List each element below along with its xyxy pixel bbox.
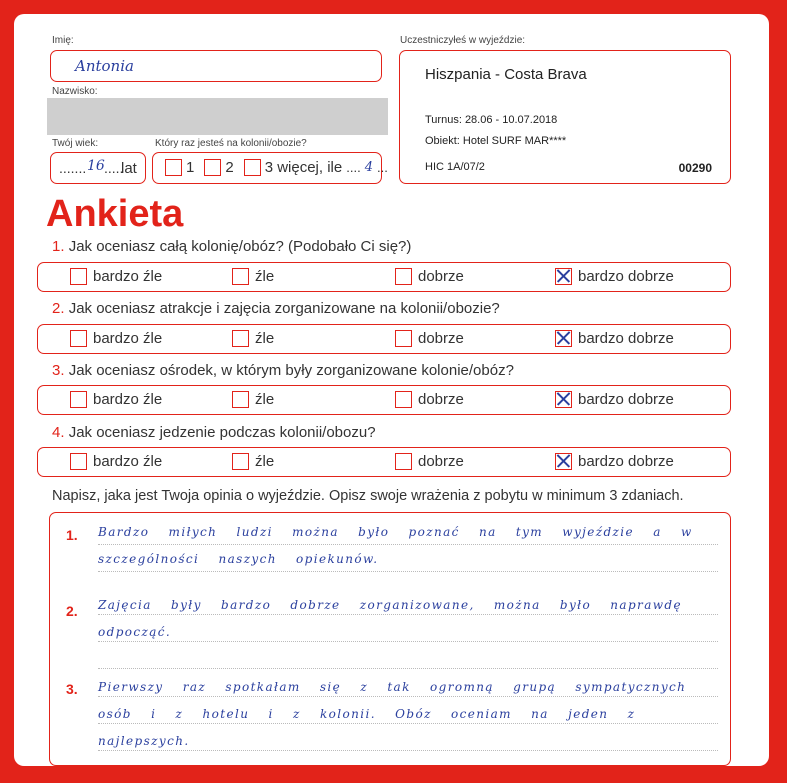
q1-checkbox-1[interactable] [70,268,87,285]
age-value: 16 [87,158,105,174]
q2-checkbox-4[interactable] [555,330,572,347]
trip-turnus: Turnus: 28.06 - 10.07.2018 [425,114,558,126]
q1-checkbox-2[interactable] [232,268,249,285]
q3-checkbox-2[interactable] [232,391,249,408]
answer-number-1: 1. [66,527,78,543]
question-4: 4. Jak oceniasz jedzenie podczas kolonii/obozu? [52,424,376,441]
option-label: dobrze [418,391,464,408]
q4-checkbox-3[interactable] [395,453,412,470]
camp-count-field: 1 2 3 więcej, ile .... 4 ... [152,152,382,184]
answer-row-2 [37,324,731,354]
camp-count-opt2: 2 [225,159,234,176]
last-name-redacted [47,98,388,135]
answer-text-2: Zajęcia były bardzo dobrze zorganizowane, można było naprawdę odpocząć. [98,598,683,639]
age-label: Twój wiek: [52,138,99,149]
option-label: źle [255,391,275,408]
first-name-field[interactable] [50,50,382,82]
option-label: bardzo dobrze [578,453,674,470]
option-label: bardzo źle [93,391,163,408]
opinion-prompt: Napisz, jaka jest Twoja opinia o wyjeździe. Opisz swoje wrażenia z pobytu w minimum 3 zdaniach. [52,488,684,504]
option-label: bardzo źle [93,453,163,470]
trip-hotel: Obiekt: Hotel SURF MAR**** [425,135,567,147]
option-label: źle [255,453,275,470]
page-title: Ankieta [46,193,184,235]
first-name-value: Antonia [75,57,134,75]
option-label: dobrze [418,330,464,347]
q3-checkbox-1[interactable] [70,391,87,408]
q2-checkbox-3[interactable] [395,330,412,347]
q3-checkbox-4[interactable] [555,391,572,408]
answer-text-3: Pierwszy raz spotkałam się z tak ogromną grupą sympatycznych osób i z hotelu i z kolonii. Obóz oceniam na jeden z najlepszych. [98,680,687,748]
last-name-label: Nazwisko: [52,86,98,97]
age-dots-2: ..... [104,160,124,176]
camp-count-label: Który raz jesteś na kolonii/obozie? [155,138,307,149]
q1-checkbox-3[interactable] [395,268,412,285]
trip-info-box [399,50,731,184]
question-2: 2. Jak oceniasz atrakcje i zajęcia zorganizowane na kolonii/obozie? [52,300,500,317]
q2-checkbox-1[interactable] [70,330,87,347]
age-dots: ....... [59,160,87,176]
option-label: dobrze [418,268,464,285]
option-label: bardzo dobrze [578,330,674,347]
trip-destination: Hiszpania - Costa Brava [425,66,587,83]
age-field[interactable] [50,152,146,184]
option-label: źle [255,330,275,347]
answer-row-4 [37,447,731,477]
q2-checkbox-2[interactable] [232,330,249,347]
q4-checkbox-1[interactable] [70,453,87,470]
camp-count-checkbox-1[interactable] [165,159,182,176]
camp-count-checkbox-2[interactable] [204,159,221,176]
answer-row-3 [37,385,731,415]
first-name-label: Imię: [52,35,74,46]
camp-count-opt3: 3 więcej, ile [264,159,343,176]
question-3: 3. Jak oceniasz ośrodek, w którym były zorganizowane kolonie/obóz? [52,362,514,379]
answer-row-1 [37,262,731,292]
option-label: źle [255,268,275,285]
option-label: bardzo dobrze [578,391,674,408]
q4-checkbox-4[interactable] [555,453,572,470]
question-1: 1. Jak oceniasz całą kolonię/obóz? (Podobało Ci się?) [52,238,412,255]
q4-checkbox-2[interactable] [232,453,249,470]
option-label: bardzo źle [93,330,163,347]
answer-number-3: 3. [66,681,78,697]
camp-count-opt1: 1 [186,159,195,176]
trip-label: Uczestniczyłeś w wyjeździe: [400,35,526,46]
option-label: bardzo dobrze [578,268,674,285]
q3-checkbox-3[interactable] [395,391,412,408]
camp-count-value: 4 [364,160,373,175]
q1-checkbox-4[interactable] [555,268,572,285]
camp-count-checkbox-3[interactable] [244,159,261,176]
answer-number-2: 2. [66,603,78,619]
age-unit: lat [121,160,137,177]
answer-text-1: Bardzo miłych ludzi można było poznać na tym wyjeździe a w szczególności naszych opiekunów. [98,525,693,566]
option-label: bardzo źle [93,268,163,285]
option-label: dobrze [418,453,464,470]
trip-code: HIC 1A/07/2 [425,161,485,173]
trip-number: 00290 [678,161,712,175]
